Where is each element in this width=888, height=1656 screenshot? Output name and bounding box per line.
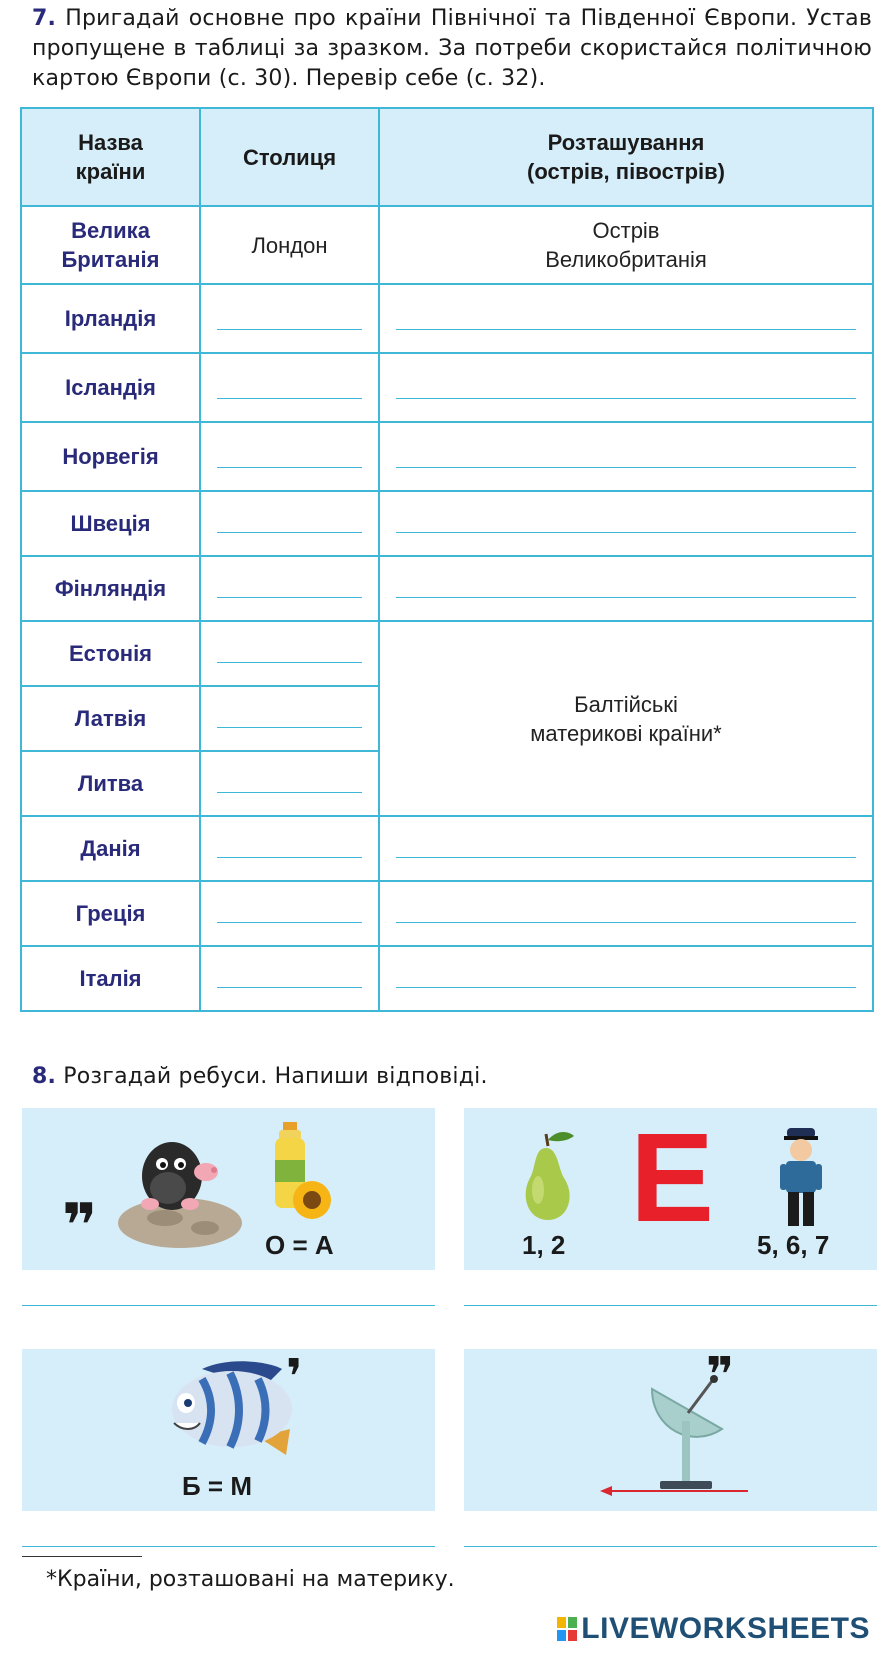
table-row	[21, 621, 873, 686]
rebus-panel-1	[22, 1108, 435, 1270]
capital-answer-field[interactable]	[217, 597, 362, 598]
capital-answer-field[interactable]	[217, 987, 362, 988]
letter-e: Е	[630, 1107, 715, 1248]
countries-table	[20, 107, 874, 1012]
fish-icon	[162, 1359, 302, 1459]
country-cell: Фінляндія	[21, 556, 200, 621]
footnote: *Країни, розташовані на материку.	[46, 1567, 455, 1592]
rebus-answer-field-4[interactable]	[464, 1546, 877, 1547]
location-cell: Острів Великобританія	[379, 206, 873, 284]
header-country: Назва країни	[21, 108, 200, 206]
country-cell: Велика Британія	[21, 206, 200, 284]
location-answer-field[interactable]	[396, 922, 856, 923]
capital-answer-field[interactable]	[217, 662, 362, 663]
table-row	[21, 284, 873, 353]
header-capital: Столиця	[200, 108, 379, 206]
mole-icon	[110, 1128, 250, 1248]
oil-bottle-icon	[267, 1122, 337, 1222]
task-8	[32, 1062, 488, 1092]
rebus-numbers-right: 5, 6, 7	[757, 1230, 830, 1260]
apostrophe-mark: ❜	[286, 1349, 303, 1405]
rebus-rule: Б = М	[182, 1471, 252, 1501]
table-row	[21, 422, 873, 491]
country-cell: Норвегія	[21, 422, 200, 491]
rebus-panel-3	[22, 1349, 435, 1511]
country-cell: Латвія	[21, 686, 200, 751]
location-answer-field[interactable]	[396, 467, 856, 468]
capital-answer-field[interactable]	[217, 922, 362, 923]
location-answer-field[interactable]	[396, 987, 856, 988]
country-cell: Данія	[21, 816, 200, 881]
policeman-icon	[776, 1126, 826, 1230]
location-answer-field[interactable]	[396, 597, 856, 598]
liveworksheets-logo	[557, 1612, 870, 1646]
header-location: Розташування (острів, півострів)	[379, 108, 873, 206]
country-cell: Ісландія	[21, 353, 200, 422]
table-row	[21, 353, 873, 422]
baltic-location-cell: Балтійські материкові країни*	[379, 621, 873, 816]
table-row	[21, 881, 873, 946]
capital-answer-field[interactable]	[217, 329, 362, 330]
rebus-numbers-left: 1, 2	[522, 1230, 566, 1260]
table-row	[21, 491, 873, 556]
arrow-left-icon	[600, 1483, 750, 1499]
quote-mark: ❞	[62, 1191, 98, 1261]
capital-cell: Лондон	[200, 206, 379, 284]
task-text: Розгадай ребуси. Напиши відповіді.	[63, 1064, 488, 1089]
table-row-example	[21, 206, 873, 284]
rebus-answer-field-3[interactable]	[22, 1546, 435, 1547]
pear-icon	[512, 1124, 582, 1224]
capital-answer-field[interactable]	[217, 792, 362, 793]
location-answer-field[interactable]	[396, 532, 856, 533]
country-cell: Італія	[21, 946, 200, 1011]
rebus-panel-2	[464, 1108, 877, 1270]
table-row	[21, 816, 873, 881]
task-text: Пригадай основне про країни Північної та Південної Європи. Устав пропущене в таблиці за зразком. За потреби скористайся політичною картою Європи (с. 30). Перевір себе (с. 32).	[32, 6, 873, 91]
task-number: 8.	[32, 1064, 57, 1089]
location-answer-field[interactable]	[396, 857, 856, 858]
header-row	[21, 108, 873, 206]
capital-answer-field[interactable]	[217, 532, 362, 533]
logo-icon	[557, 1617, 577, 1641]
country-cell: Греція	[21, 881, 200, 946]
capital-answer-field[interactable]	[217, 727, 362, 728]
country-cell: Литва	[21, 751, 200, 816]
country-cell: Швеція	[21, 491, 200, 556]
rebus-answer-field-1[interactable]	[22, 1305, 435, 1306]
rebus-answer-field-2[interactable]	[464, 1305, 877, 1306]
capital-answer-field[interactable]	[217, 857, 362, 858]
rebus-rule: О = А	[265, 1230, 334, 1260]
location-answer-field[interactable]	[396, 329, 856, 330]
capital-answer-field[interactable]	[217, 398, 362, 399]
task-7	[32, 4, 872, 94]
country-cell: Естонія	[21, 621, 200, 686]
location-answer-field[interactable]	[396, 398, 856, 399]
task-number: 7.	[32, 6, 57, 31]
country-cell: Ірландія	[21, 284, 200, 353]
footnote-divider	[22, 1556, 142, 1557]
table-row	[21, 946, 873, 1011]
capital-answer-field[interactable]	[217, 467, 362, 468]
rebus-panel-4	[464, 1349, 877, 1511]
table-row	[21, 556, 873, 621]
logo-text: LIVEWORKSHEETS	[581, 1612, 870, 1645]
quote-mark: ❞	[706, 1347, 735, 1403]
